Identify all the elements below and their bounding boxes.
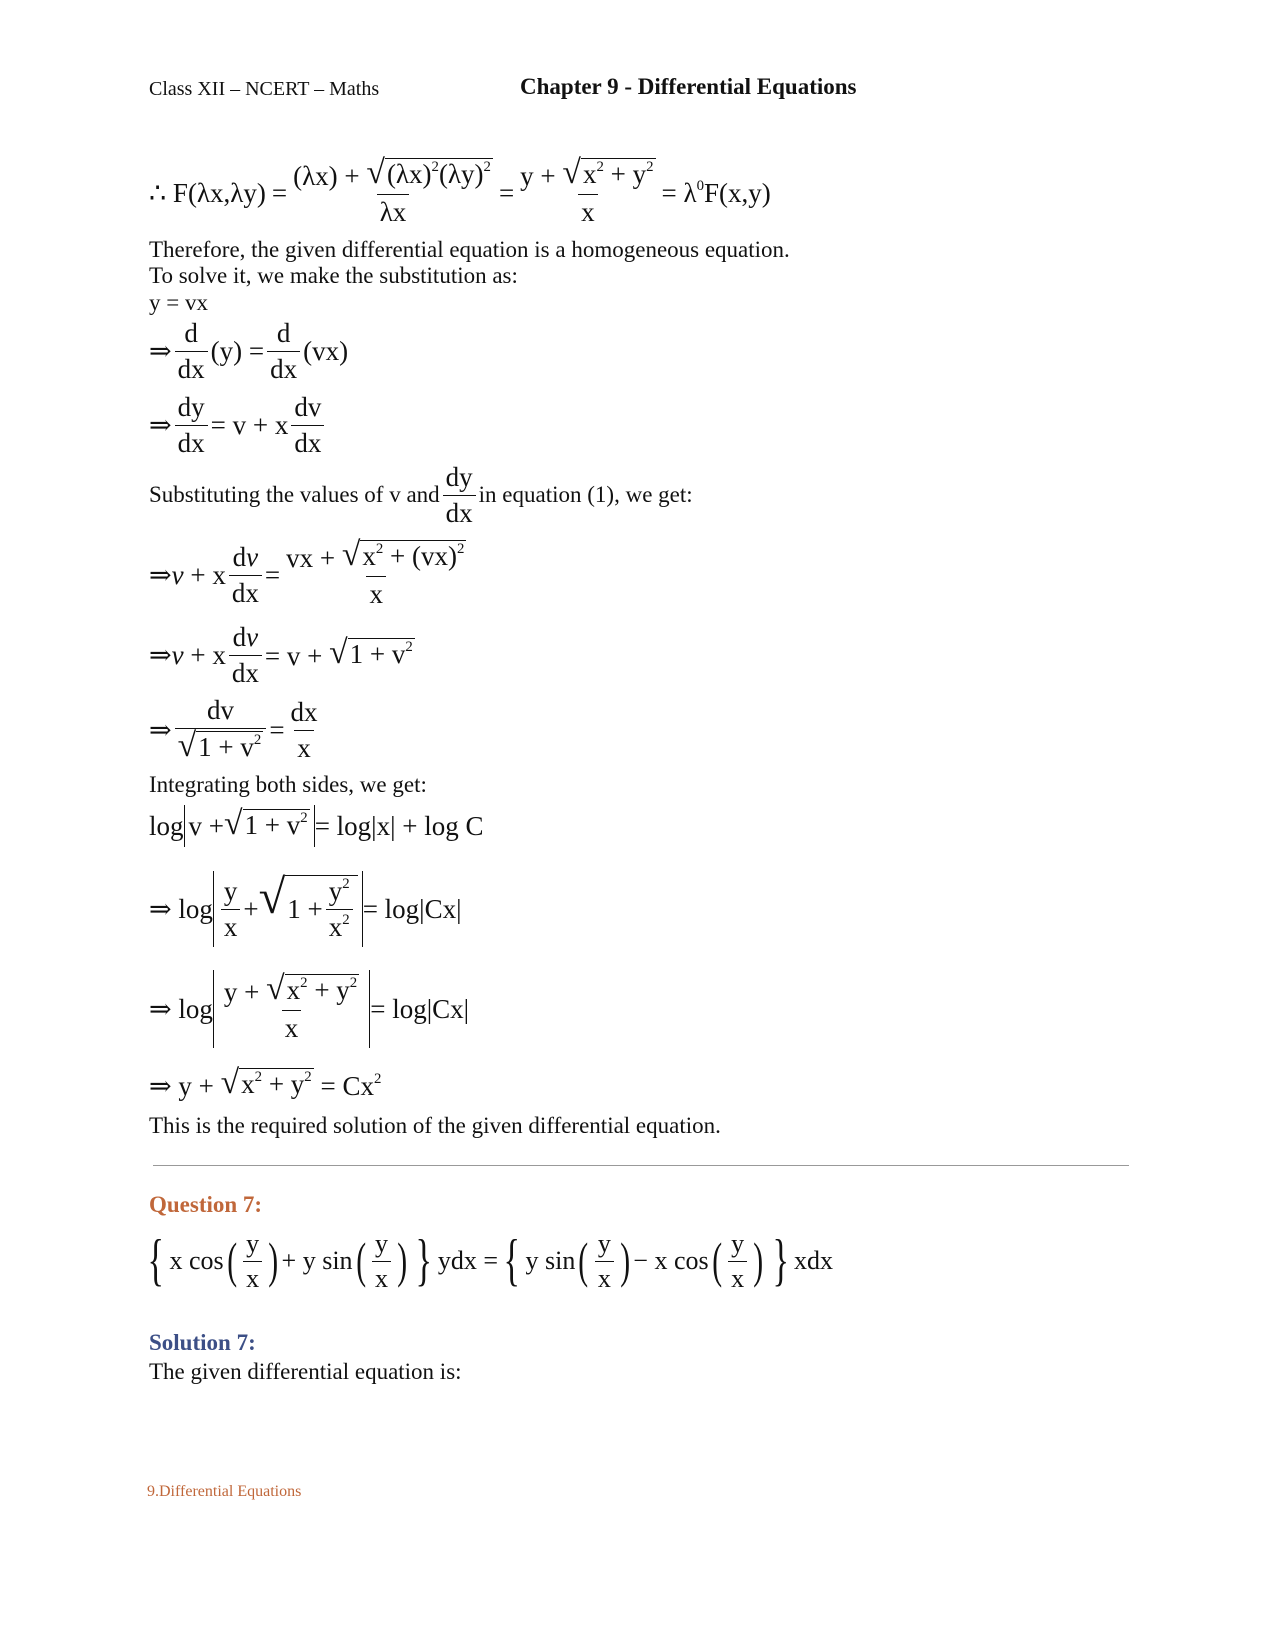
equation-final: ⇒ y + √ $x^2 + y^2$ = $Cx^2$ <box>149 1064 382 1101</box>
equation-integrated: log v + √ $1 + v^2$ = log|x| + log C <box>149 803 483 849</box>
text-substituting: Substituting the values of v and $\frac{dy}{dx}$ in equation (1), we get: <box>149 461 693 528</box>
question-equation: { x cos ( $\frac{y}{x}$ ) + y sin ( $\frac{y}{x}$ ) } ydx = { y sin ( $\frac{y}{x}$ ) − x cos ( $\frac{y}{x}$ ) } xdx <box>147 1228 833 1293</box>
text-homogeneous: Therefore, the given differential equation is a homogeneous equation. <box>149 237 790 262</box>
section-divider <box>153 1165 1129 1166</box>
question-label: Question 7: <box>149 1192 263 1217</box>
equation-sub-1: ⇒v + x $\frac{dv}{dx}$ = vx + √ $x^2 + (vx)^2$ x <box>149 536 465 609</box>
equation-dydx: ⇒ $\frac{dy}{dx}$ = v + x $\frac{dv}{dx}$ <box>149 392 327 458</box>
text-to-solve: To solve it, we make the substitution as: <box>149 263 518 288</box>
text-y-vx: y = vx <box>149 290 208 315</box>
equation-log-2: ⇒ log y + √ $x^2 + y^2$ x = log|Cx| <box>149 962 469 1056</box>
equation-separated: ⇒ dv √ $1 + v^2$ = $\frac{dx}{x}$ <box>149 695 318 764</box>
header-left: Class XII – NCERT – Maths <box>149 78 380 100</box>
header-title: Chapter 9 - Differential Equations <box>520 74 857 99</box>
footer-chapter: 9.Differential Equations <box>147 1483 302 1500</box>
equation-homogeneity: ∴ F(λx,λy) = (λx) + √ $(\lambda x)^2(\lambda y)^2$ λx = y + √ $x^2 + y^2$ x = $\lambda^0F(x,y)$ <box>149 154 771 227</box>
text-required-solution: This is the required solution of the given differential equation. <box>149 1113 721 1138</box>
text-integrating: Integrating both sides, we get: <box>149 772 427 797</box>
equation-derivative: ⇒ $\frac{d}{dx}$ (y) = $\frac{d}{dx}$ (vx) <box>149 317 349 384</box>
equation-log-1: ⇒ log $\frac{y}{x}$ + √ 1 + $\frac{y^2}{x^2}$ = log|Cx| <box>149 868 462 950</box>
solution-intro: The given differential equation is: <box>149 1359 462 1384</box>
solution-label: Solution 7: <box>149 1330 256 1355</box>
equation-sub-2: ⇒v + x $\frac{dv}{dx}$ = v + √ $1 + v^2$ <box>149 621 413 688</box>
